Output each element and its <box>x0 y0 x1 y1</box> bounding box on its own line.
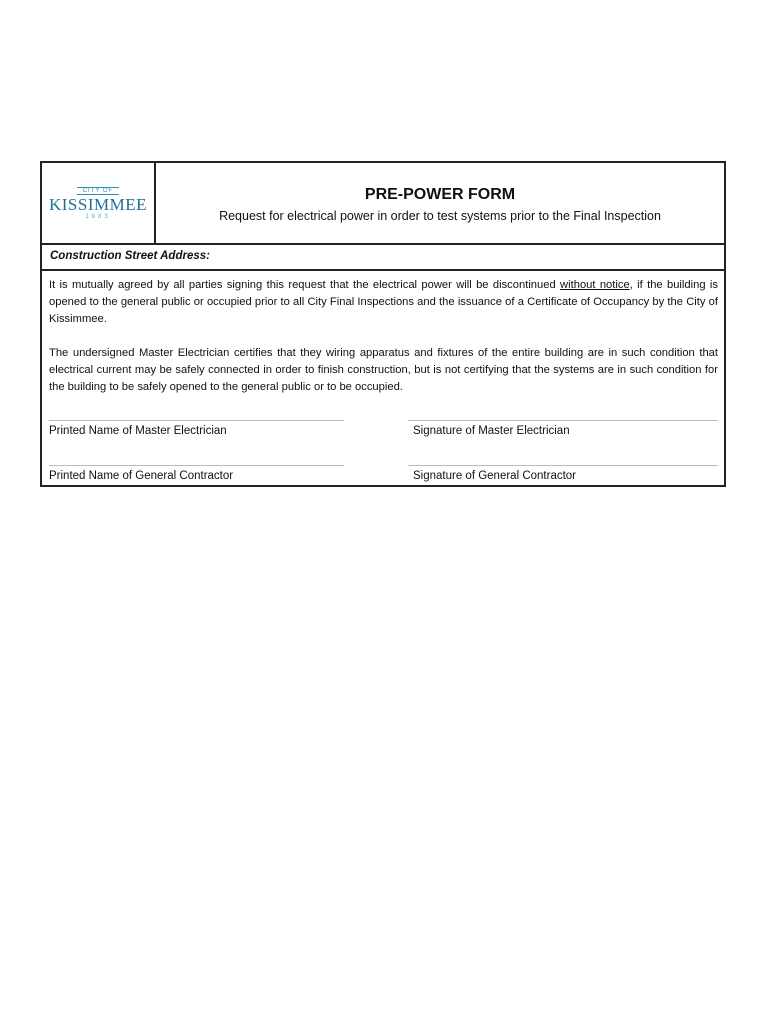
construction-address-field[interactable] <box>42 245 724 271</box>
form-title: PRE-POWER FORM <box>364 186 516 203</box>
form-header <box>42 163 724 245</box>
form-subtitle: Request for electrical power in order to test systems prior to the Final Inspection <box>219 209 661 223</box>
form-body <box>42 271 724 485</box>
without-notice-text: without notice <box>560 279 630 291</box>
signature-master-field[interactable] <box>406 413 718 458</box>
logo-name-text: KISSIMMEE <box>48 194 147 214</box>
city-logo <box>49 187 147 220</box>
signature-section <box>49 413 718 485</box>
general-contractor-row <box>49 458 718 485</box>
printed-name-gc-label: Printed Name of General Contractor <box>49 470 234 482</box>
certification-paragraph: The undersigned Master Electrician certifies that they wiring apparatus and fixtures of the entire building are in such condition that electrical current may be safely connected in order to finish construction, but is not certifying that the systems are in such condition for the building to be safely opened to the general public or to be occupied. <box>49 347 718 393</box>
signature-line <box>49 420 344 421</box>
printed-name-gc-field[interactable] <box>49 458 344 485</box>
address-label: Construction Street Address: <box>50 250 210 262</box>
signature-line <box>49 465 344 466</box>
para1-text-start: It is mutually agreed by all parties signing this request that the electrical power will be discontinued <box>49 279 561 291</box>
signature-line <box>408 465 718 466</box>
pre-power-form <box>40 161 726 487</box>
signature-gc-field[interactable] <box>406 458 718 485</box>
logo-cell <box>42 163 156 243</box>
printed-name-master-field[interactable] <box>49 413 344 458</box>
agreement-paragraph <box>49 277 718 328</box>
signature-master-label: Signature of Master Electrician <box>413 425 570 437</box>
logo-city-text: CITY OF <box>77 187 119 195</box>
para1-text-end: , if the building is opened to the general public or occupied prior to all City Final Inspections and the issuance of a Certificate of Occupancy by the City of Kissimmee. <box>49 279 718 325</box>
logo-year-text: 1883 <box>85 213 111 220</box>
master-electrician-row <box>49 413 718 458</box>
signature-line <box>408 420 718 421</box>
signature-gc-label: Signature of General Contractor <box>413 470 577 482</box>
title-cell <box>156 163 724 243</box>
printed-name-master-label: Printed Name of Master Electrician <box>49 425 227 437</box>
